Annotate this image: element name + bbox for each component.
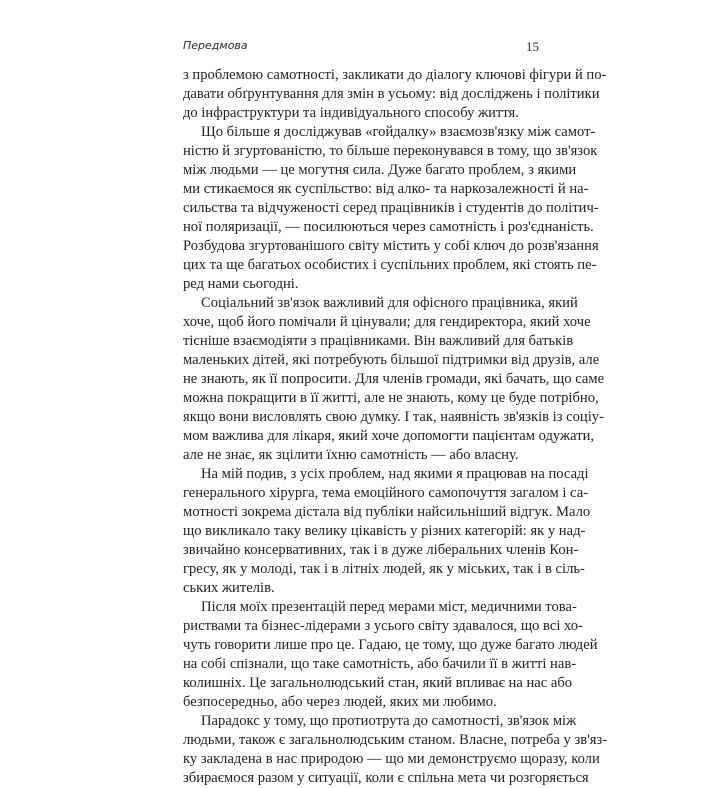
text-line: колишніх. Це загальнолюдський стан, який впливає на нас або [183,675,573,691]
text-line: безпосередньо, або через людей, яких ми любимо. [183,694,497,710]
text-line: мом важлива для лікаря, який хоче допомогти пацієнтам одужати, [183,428,595,444]
text-line: що викликало таку велику цікавість у різних категорій: як у над- [183,523,586,539]
text-line: до інфраструктури та індивідуального способу життя. [183,105,519,121]
text-line: Соціальний зв'язок важливий для офісного працівника, який [201,295,578,311]
text-line: ної поляризації, — посилюються через самотність і роз'єднаність. [183,219,594,235]
text-line: Парадокс у тому, що протиотрута до самотності, зв'язок між [201,713,577,729]
text-line: ністю й згуртованістю, то більше переконувався в тому, що зв'язок [183,143,598,159]
text-line: ських жителів. [183,580,275,596]
text-line: звичайно консервативних, так і в дуже ліберальних членів Кон- [183,542,579,558]
text-line: ред нами сьогодні. [183,276,299,292]
text-line: тісніше взаємодіяти з працівниками. Він важливий для батьків [183,333,574,349]
text-line: хоче, щоб його помічали й цінували; для гендиректора, який хоче [183,314,591,330]
text-line: між людьми — це могутня сила. Дуже багато проблем, з якими [183,162,577,178]
text-line: ми стикаємося як суспільство: від алко- та наркозалежності й на- [183,181,589,197]
text-line: з проблемою самотності, закликати до діалогу ключові фігури й по- [183,67,607,83]
text-line: риствами та бізнес-лідерами з усього світу здавалося, що всі хо- [183,618,583,634]
text-line: ку закладена в нас природою — що ми демонструємо щоразу, коли [183,751,600,767]
running-head [183,39,539,55]
text-line: Що більше я досліджував «гойдалку» взаємозв'язку між самот- [201,124,596,140]
text-line: чуть говорити лише про це. Гадаю, це тому, що дуже багато людей [183,637,598,653]
text-line: генерального хірурга, тема емоційного самопочуття загалом і са- [183,485,589,501]
text-line: Розбудова згуртованішого світу містить у собі ключ до розв'язання [183,238,599,254]
text-line: але не знає, як зцілити їхню самотність — або власну. [183,447,519,463]
body-text [183,66,608,788]
page-number: 15 [526,39,539,54]
text-line: Після моїх презентацій перед мерами міст, медичними това- [201,599,577,615]
text-line: можна покращити в її житті, але не знають, кому це буде потрібно, [183,390,599,406]
text-line: мотності зокрема дістала від публіки найсильніший відгук. Мало [183,504,591,520]
text-line: не знають, як її попросити. Для членів громади, які бачать, що саме [183,371,605,387]
text-line: цих та ще багатьох особистих і суспільних проблем, які стоять пе- [183,257,597,273]
text-line: гресу, як у молоді, так і в літніх людей, як у міських, так і в сіль- [183,561,585,577]
text-line: якщо вони висловлять свою думку. І так, наявність зв'язків із соціу- [183,409,604,425]
text-line: маленьких дітей, які потребують більшої підтримки від друзів, але [183,352,600,368]
text-line: збираємося разом у ситуації, коли є спільна мета чи розгоряється [183,770,589,786]
text-line: На мій подив, з усіх проблем, над якими я працював на посаді [201,466,589,482]
text-line: людьми, також є загальнолюдським станом. Власне, потреба у зв'яз- [183,732,608,748]
text-line: на собі спізнали, що таке самотність, або бачили її в житті нав- [183,656,577,672]
text-line: сильства та відчуженості серед працівників і студентів до політич- [183,200,599,216]
text-line: давати обґрунтування для змін в усьому: від досліджень і політики [183,86,600,102]
section-title: Передмова [183,39,248,52]
